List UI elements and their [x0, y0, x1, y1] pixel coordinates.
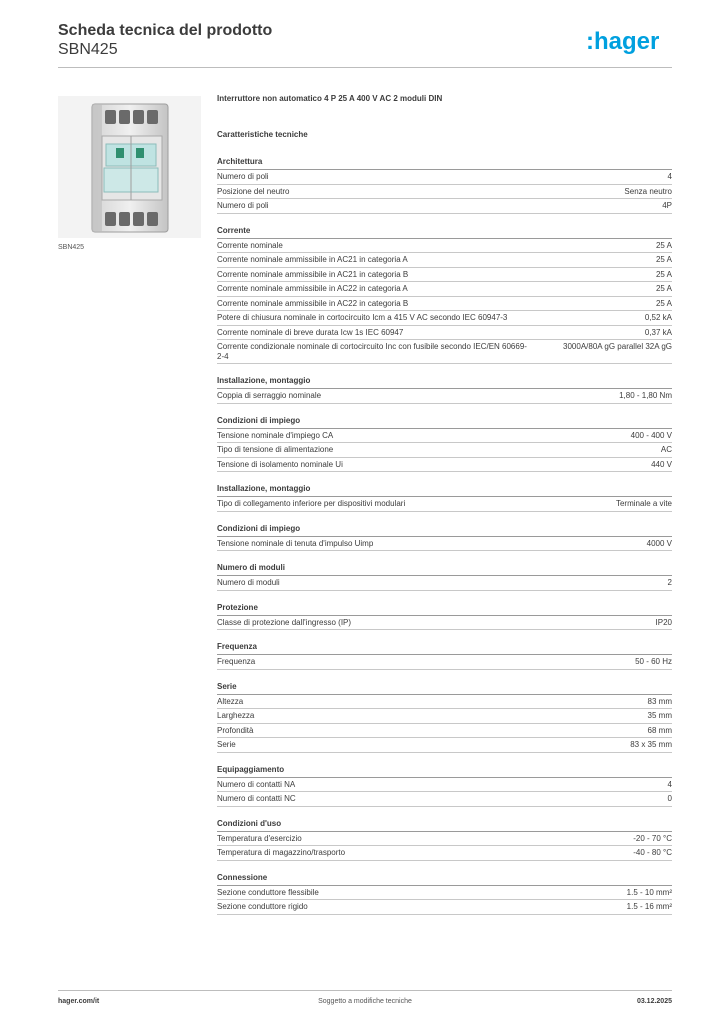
spec-label: Corrente nominale di breve durata Icw 1s IEC 60947	[217, 327, 404, 337]
spec-value: Terminale a vite	[615, 499, 672, 508]
spec-label: Tipo di collegamento inferiore per dispositivi modulari	[217, 499, 406, 508]
spec-label: Frequenza	[217, 657, 256, 666]
spec-label: Posizione del neutro	[217, 186, 290, 196]
spec-label: Numero di poli	[217, 201, 269, 210]
spec-label: Tensione nominale di tenuta d'impulso Uimp	[217, 538, 374, 548]
section-title: Protezione	[217, 602, 672, 616]
section-title: Installazione, montaggio	[217, 375, 672, 389]
spec-row	[217, 239, 672, 254]
spec-value: 25 A	[655, 255, 672, 264]
section-title: Condizioni di impiego	[217, 523, 672, 537]
spec-section	[217, 641, 672, 670]
spec-label: Tipo di tensione di alimentazione	[217, 445, 334, 454]
spec-value: 4	[667, 172, 672, 181]
spec-value: IP20	[655, 617, 672, 627]
spec-row	[217, 253, 672, 268]
spec-label: Temperatura di magazzino/trasporto	[217, 848, 346, 857]
spec-label: Temperatura d'esercizio	[217, 833, 302, 843]
spec-value: -40 - 80 °C	[633, 848, 672, 857]
spec-section	[217, 375, 672, 404]
spec-value: 50 - 60 Hz	[635, 657, 672, 666]
spec-row	[217, 695, 672, 710]
spec-row	[217, 616, 672, 631]
product-description: Interruttore non automatico 4 P 25 A 400 V AC 2 moduli DIN	[217, 94, 443, 103]
spec-value: 83 mm	[647, 696, 672, 706]
spec-row	[217, 185, 672, 200]
spec-label: Coppia di serraggio nominale	[217, 391, 322, 400]
spec-value: 25 A	[655, 240, 672, 250]
product-code: SBN425	[58, 41, 118, 58]
spec-row	[217, 429, 672, 444]
spec-value: 68 mm	[647, 725, 672, 735]
spec-value: -20 - 70 °C	[633, 833, 672, 843]
spec-row	[217, 655, 672, 670]
spec-section	[217, 602, 672, 631]
spec-row	[217, 389, 672, 404]
spec-value: 35 mm	[647, 711, 672, 720]
spec-row	[217, 900, 672, 915]
tech-heading: Caratteristiche tecniche	[217, 130, 308, 139]
spec-row	[217, 170, 672, 185]
spec-section	[217, 523, 672, 552]
spec-value: 25 A	[655, 269, 672, 279]
spec-value: 0,52 kA	[644, 313, 672, 322]
section-title: Equipaggiamento	[217, 764, 672, 778]
image-caption: SBN425	[58, 244, 85, 251]
section-title: Connessione	[217, 872, 672, 886]
spec-row	[217, 311, 672, 326]
spec-row	[217, 576, 672, 591]
spec-row	[217, 458, 672, 473]
page-footer	[58, 998, 672, 1010]
spec-value: 4P	[662, 201, 672, 210]
header-divider	[58, 67, 672, 68]
spec-label: Profondità	[217, 725, 254, 735]
spec-label: Corrente nominale ammissibile in AC21 in categoria B	[217, 269, 409, 279]
spec-label: Corrente condizionale nominale di cortocircuito Inc con fusibile secondo IEC/EN 60669-2-4	[217, 342, 527, 361]
spec-section	[217, 156, 672, 214]
spec-label: Corrente nominale ammissibile in AC22 in categoria A	[217, 284, 408, 293]
spec-section	[217, 764, 672, 807]
spec-section	[217, 225, 672, 365]
section-title: Architettura	[217, 156, 672, 170]
spec-row	[217, 846, 672, 861]
spec-value: 0,37 kA	[644, 327, 672, 337]
spec-row	[217, 832, 672, 847]
section-title: Condizioni di impiego	[217, 415, 672, 429]
spec-value: 1,80 - 1,80 Nm	[619, 391, 672, 400]
spec-label: Numero di contatti NC	[217, 794, 296, 803]
spec-row	[217, 443, 672, 458]
spec-label: Numero di poli	[217, 172, 269, 181]
spec-label: Classe di protezione dall'ingresso (IP)	[217, 617, 352, 627]
spec-row	[217, 724, 672, 739]
spec-section	[217, 562, 672, 591]
spec-section	[217, 872, 672, 915]
spec-row	[217, 340, 672, 364]
spec-section	[217, 681, 672, 753]
spec-row	[217, 709, 672, 724]
spec-label: Numero di moduli	[217, 578, 280, 587]
spec-value: 1.5 - 10 mm²	[626, 887, 672, 897]
spec-label: Altezza	[217, 696, 244, 706]
spec-section	[217, 415, 672, 473]
section-title: Frequenza	[217, 641, 672, 655]
spec-row	[217, 886, 672, 901]
hager-logo	[586, 28, 672, 54]
spec-label: Corrente nominale ammissibile in AC21 in categoria A	[217, 255, 408, 264]
spec-row	[217, 738, 672, 753]
footer-website: hager.com/it	[58, 998, 100, 1005]
spec-label: Larghezza	[217, 711, 255, 720]
spec-value: Senza neutro	[624, 186, 672, 196]
spec-row	[217, 792, 672, 807]
spec-row	[217, 282, 672, 297]
spec-section	[217, 818, 672, 861]
spec-content	[217, 94, 672, 915]
spec-label: Corrente nominale	[217, 240, 283, 250]
spec-label: Tensione nominale d'impiego CA	[217, 430, 334, 440]
section-title: Corrente	[217, 225, 672, 239]
section-title: Serie	[217, 681, 672, 695]
spec-value: 400 - 400 V	[630, 430, 672, 440]
spec-label: Serie	[217, 740, 236, 749]
spec-row	[217, 537, 672, 552]
spec-row	[217, 297, 672, 312]
spec-value: 2	[667, 578, 672, 587]
spec-label: Potere di chiusura nominale in cortocircuito Icm a 415 V AC secondo IEC 60947-3	[217, 313, 508, 322]
spec-row	[217, 778, 672, 793]
spec-value: 4	[667, 779, 672, 789]
spec-value: 25 A	[655, 284, 672, 293]
spec-row	[217, 199, 672, 214]
section-title: Condizioni d'uso	[217, 818, 672, 832]
spec-row	[217, 497, 672, 512]
spec-section	[217, 483, 672, 512]
spec-value: AC	[660, 445, 672, 454]
spec-row	[217, 326, 672, 341]
spec-value: 0	[667, 794, 672, 803]
section-title: Installazione, montaggio	[217, 483, 672, 497]
spec-value: 4000 V	[646, 538, 672, 548]
footer-note: Soggetto a modifiche tecniche	[318, 998, 412, 1005]
spec-label: Corrente nominale ammissibile in AC22 in categoria B	[217, 298, 409, 308]
spec-label: Sezione conduttore rigido	[217, 902, 308, 911]
spec-value: 83 x 35 mm	[630, 740, 672, 749]
page-header	[58, 22, 672, 59]
section-title: Numero di moduli	[217, 562, 672, 576]
spec-value: 440 V	[651, 459, 672, 469]
spec-sections	[217, 156, 672, 915]
product-image	[58, 96, 201, 238]
page-title: Scheda tecnica del prodotto	[58, 22, 273, 39]
logo-text: :hager	[586, 28, 660, 54]
footer-divider	[58, 990, 672, 991]
spec-label: Numero di contatti NA	[217, 779, 296, 789]
spec-label: Tensione di isolamento nominale Ui	[217, 459, 343, 469]
spec-value: 1.5 - 16 mm²	[626, 902, 672, 911]
spec-row	[217, 268, 672, 283]
spec-value: 3000A/80A gG parallel 32A gG	[563, 342, 672, 351]
spec-value: 25 A	[655, 298, 672, 308]
spec-label: Sezione conduttore flessibile	[217, 887, 319, 897]
footer-date: 03.12.2025	[636, 998, 672, 1005]
